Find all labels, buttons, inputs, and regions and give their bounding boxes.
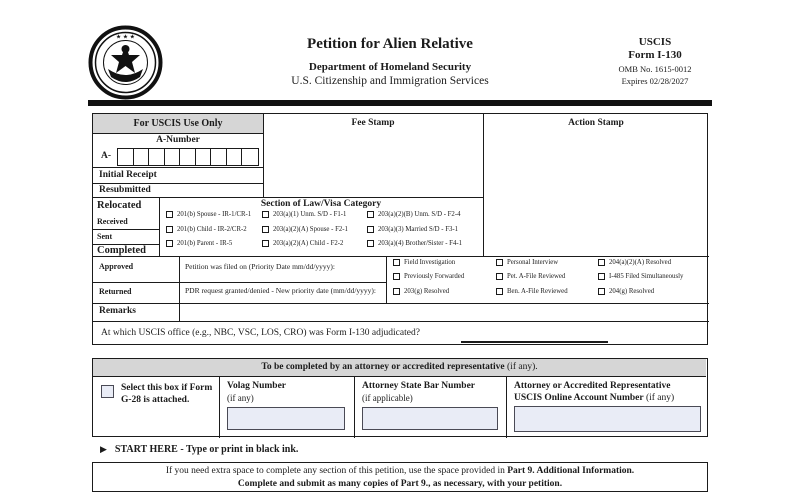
volag-number-input[interactable]	[227, 407, 345, 430]
svg-text:★ ★ ★: ★ ★ ★	[115, 34, 136, 41]
status-option[interactable]: Pet. A-File Reviewed	[496, 273, 565, 280]
visa-category-option[interactable]: 203(a)(4) Brother/Sister - F4-1	[367, 240, 462, 247]
form-meta-block	[600, 36, 710, 86]
dhs-seal	[88, 25, 163, 100]
status-option[interactable]: Previously Forwarded	[393, 273, 464, 280]
office-question: At which USCIS office (e.g., NBC, VSC, LOS, CRO) was Form I-130 adjudicated?	[101, 328, 420, 338]
fee-stamp-label: Fee Stamp	[351, 118, 395, 128]
g28-label: Select this box if Form G-28 is attached.	[121, 383, 213, 405]
status-option[interactable]: 204(a)(2)(A) Resolved	[598, 259, 671, 266]
bar-number-hint: (if applicable)	[362, 393, 413, 403]
status-option[interactable]: Ben. A-File Reviewed	[496, 288, 568, 295]
sent-label: Sent	[97, 232, 113, 241]
form-title-block	[170, 36, 610, 87]
remarks-label: Remarks	[99, 306, 136, 316]
header-divider-bar	[88, 100, 712, 106]
start-here-row	[100, 444, 298, 455]
approved-label: Approved	[99, 262, 134, 271]
form-number: Form I-130	[628, 49, 682, 61]
visa-category-option[interactable]: 201(b) Child - IR-2/CR-2	[166, 226, 247, 233]
checkbox-icon[interactable]	[166, 240, 173, 247]
checkbox-icon[interactable]	[367, 211, 374, 218]
checkbox-icon[interactable]	[367, 240, 374, 247]
a-number-digit-box[interactable]	[227, 149, 243, 165]
a-number-digit-box[interactable]	[242, 149, 258, 165]
relocated-label: Relocated	[97, 200, 142, 211]
section-of-law-title: Section of Law/Visa Category	[260, 199, 382, 209]
a-prefix-label: A-	[101, 151, 112, 161]
checkbox-icon[interactable]	[598, 288, 605, 295]
checkbox-icon[interactable]	[262, 226, 269, 233]
status-option[interactable]: Field Investigation	[393, 259, 455, 266]
checkbox-icon[interactable]	[367, 226, 374, 233]
checkbox-icon[interactable]	[166, 226, 173, 233]
visa-category-option[interactable]: 203(a)(3) Married S/D - F3-1	[367, 226, 458, 233]
omb-number: OMB No. 1615-0012	[618, 64, 692, 74]
completed-label: Completed	[97, 245, 146, 256]
department-subtitle: Department of Homeland Security	[308, 61, 472, 73]
a-number-digit-box[interactable]	[134, 149, 150, 165]
bar-number-input[interactable]	[362, 407, 498, 430]
status-option[interactable]: 203(g) Resolved	[393, 288, 449, 295]
visa-category-option[interactable]: 201(b) Parent - IR-5	[166, 240, 232, 247]
start-here-text: START HERE - Type or print in black ink.	[114, 444, 299, 455]
checkbox-icon[interactable]	[598, 259, 605, 266]
uscis-use-only-header: For USCIS Use Only	[93, 114, 263, 134]
office-answer-line[interactable]	[461, 341, 608, 343]
a-number-digit-box[interactable]	[211, 149, 227, 165]
page-title: Petition for Alien Relative	[307, 36, 473, 52]
status-option[interactable]: 204(g) Resolved	[598, 288, 654, 295]
status-option[interactable]: I-485 Filed Simultaneously	[598, 273, 683, 280]
visa-category-option[interactable]: 201(b) Spouse - IR-1/CR-1	[166, 211, 251, 218]
extra-space-line1: If you need extra space to complete any section of this petition, use the space provided in Part 9. Additional Information.	[165, 466, 635, 476]
extra-space-line2: Complete and submit as many copies of Part 9., as necessary, with your petition.	[237, 479, 563, 489]
priority-date-label: Petition was filed on (Priority Date mm/dd/yyyy):	[185, 262, 335, 271]
uscis-use-only-table	[92, 113, 708, 345]
visa-category-option[interactable]: 203(a)(2)(B) Unm. S/D - F2-4	[367, 211, 461, 218]
dhs-seal-icon	[88, 25, 163, 100]
a-number-digit-box[interactable]	[118, 149, 134, 165]
uscis-account-number-input[interactable]	[514, 406, 701, 432]
resubmitted-label: Resubmitted	[99, 185, 151, 195]
volag-hint: (if any)	[227, 393, 254, 403]
checkbox-icon[interactable]	[262, 240, 269, 247]
g28-checkbox[interactable]	[101, 385, 114, 398]
returned-label: Returned	[99, 287, 132, 296]
checkbox-icon[interactable]	[598, 273, 605, 280]
bar-number-label: Attorney State Bar Number	[362, 381, 476, 391]
a-number-digit-box[interactable]	[165, 149, 181, 165]
attorney-section-header: To be completed by an attorney or accredited representative (if any).	[93, 359, 706, 377]
a-number-boxes[interactable]	[117, 148, 259, 166]
a-number-digit-box[interactable]	[196, 149, 212, 165]
checkbox-icon[interactable]	[393, 288, 400, 295]
status-option[interactable]: Personal Interview	[496, 259, 558, 266]
agency-subtitle: U.S. Citizenship and Immigration Services	[291, 75, 489, 87]
checkbox-icon[interactable]	[496, 259, 503, 266]
checkbox-icon[interactable]	[166, 211, 173, 218]
initial-receipt-label: Initial Receipt	[99, 170, 157, 180]
arrow-icon: ▶	[100, 444, 107, 454]
a-number-digit-box[interactable]	[149, 149, 165, 165]
checkbox-icon[interactable]	[393, 273, 400, 280]
checkbox-icon[interactable]	[393, 259, 400, 266]
checkbox-icon[interactable]	[262, 211, 269, 218]
visa-category-option[interactable]: 203(a)(2)(A) Child - F2-2	[262, 240, 343, 247]
expiration-date: Expires 02/28/2027	[621, 76, 689, 86]
checkbox-icon[interactable]	[496, 288, 503, 295]
checkbox-icon[interactable]	[496, 273, 503, 280]
a-number-label: A-Number	[156, 135, 200, 145]
action-stamp-label: Action Stamp	[568, 118, 624, 128]
agency-name: USCIS	[638, 36, 672, 48]
attorney-section	[92, 358, 708, 437]
a-number-digit-box[interactable]	[180, 149, 196, 165]
visa-category-option[interactable]: 203(a)(2)(A) Spouse - F2-1	[262, 226, 348, 233]
received-label: Received	[97, 217, 128, 226]
pdr-label: PDR request granted/denied - New priority date (mm/dd/yyyy):	[185, 286, 376, 295]
account-label-line2: USCIS Online Account Number (if any)	[514, 393, 675, 403]
volag-label: Volag Number	[227, 381, 287, 391]
account-label-line1: Attorney or Accredited Representative	[514, 381, 671, 391]
visa-category-option[interactable]: 203(a)(1) Unm. S/D - F1-1	[262, 211, 346, 218]
extra-space-note	[92, 462, 708, 492]
